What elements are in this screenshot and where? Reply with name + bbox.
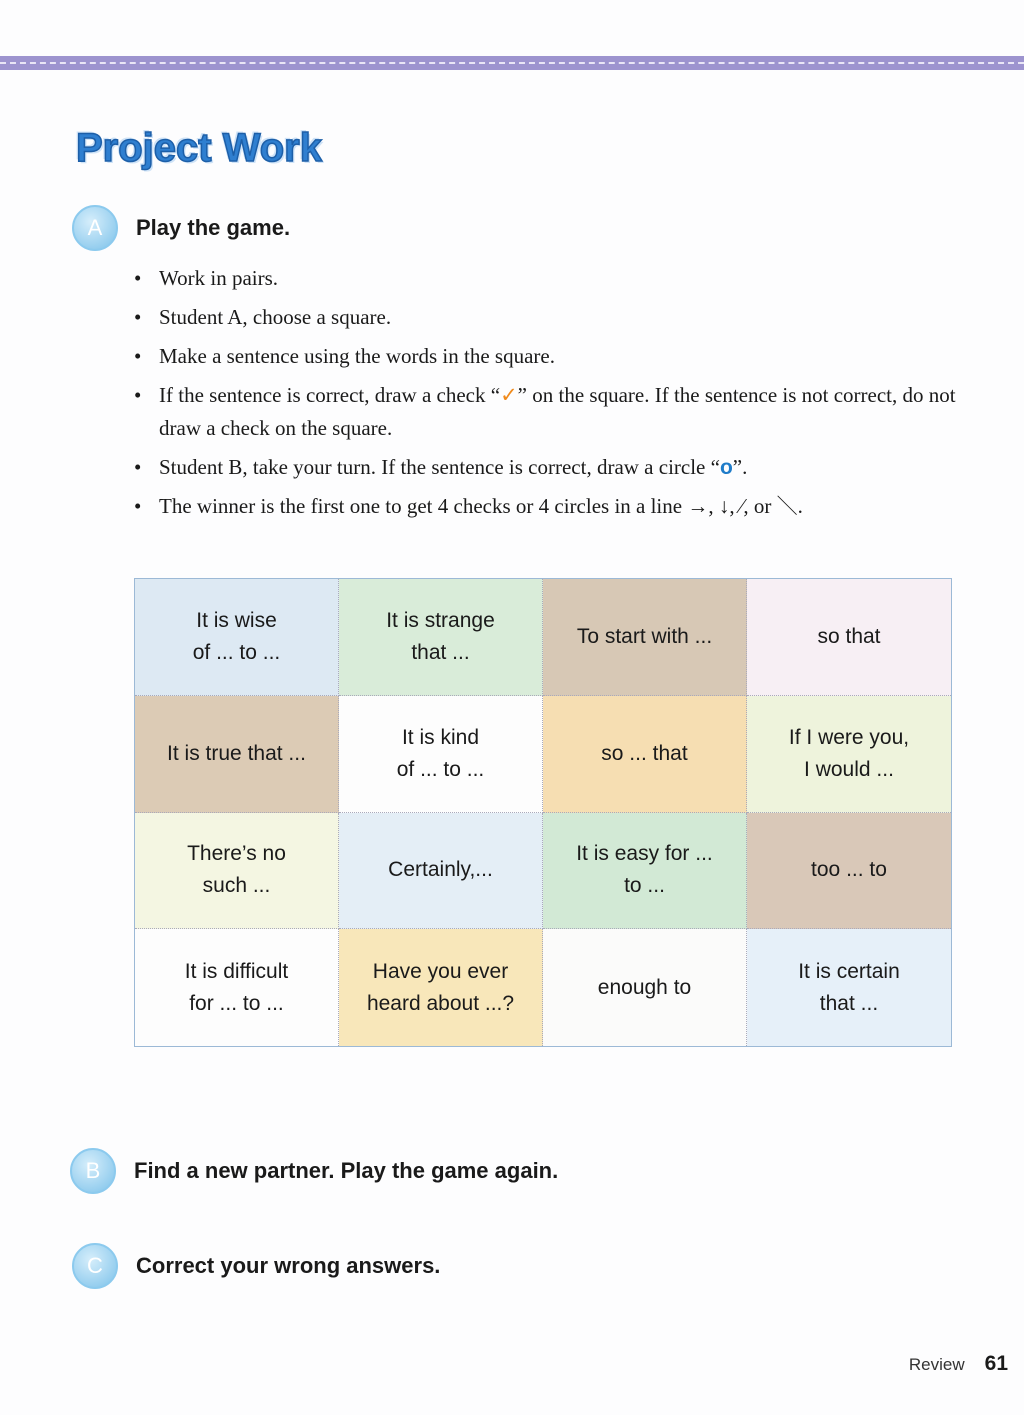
board-square[interactable]: It is wise of ... to ...	[135, 579, 339, 696]
page-number: 61	[984, 1352, 1008, 1375]
rule-item	[134, 451, 964, 484]
footer-label: Review	[908, 1355, 965, 1374]
board-square[interactable]: To start with ...	[543, 579, 747, 696]
section-c-label: Correct your wrong answers.	[136, 1253, 441, 1278]
board-square[interactable]: There’s no such ...	[135, 813, 339, 930]
board-square[interactable]: Have you ever heard about ...?	[339, 929, 543, 1046]
rule-text: If the sentence is correct, draw a check “	[159, 383, 501, 407]
page-title: Project Work	[76, 126, 322, 170]
section-a-label: Play the game.	[136, 215, 291, 240]
rule-text: Student B, take your turn. If the sentence is correct, draw a circle “	[159, 455, 720, 479]
board-square[interactable]: It is true that ...	[135, 696, 339, 813]
decorative-stitched-band	[0, 56, 1024, 70]
rule-item: • Work in pairs.	[134, 262, 964, 295]
board-square[interactable]: so that	[747, 579, 951, 696]
rule-item: • Student A, choose a square.	[134, 301, 964, 334]
section-badge-c: C	[72, 1243, 118, 1289]
board-square[interactable]: It is kind of ... to ...	[339, 696, 543, 813]
board-square[interactable]: It is easy for ... to ...	[543, 813, 747, 930]
board-square[interactable]: It is certain that ...	[747, 929, 951, 1046]
board-square[interactable]: enough to	[543, 929, 747, 1046]
rule-item	[134, 379, 964, 445]
rule-text: ” on the square. If the sentence is not correct, do not draw a check on the square.	[159, 383, 956, 440]
section-a	[72, 205, 290, 251]
board-square[interactable]: too ... to	[747, 813, 951, 930]
section-b-label: Find a new partner. Play the game again.	[134, 1158, 559, 1183]
rules-list	[134, 262, 964, 529]
section-badge-b: B	[70, 1148, 116, 1194]
rule-item: • The winner is the first one to get 4 checks or 4 circles in a line →, ↓, ⁄, or ＼.	[134, 490, 964, 523]
check-mark-icon: ✓	[500, 383, 518, 407]
board-square[interactable]: Certainly,...	[339, 813, 543, 930]
section-b	[70, 1148, 558, 1194]
rule-text: ”.	[732, 455, 748, 479]
board-square[interactable]: It is difficult for ... to ...	[135, 929, 339, 1046]
game-board	[134, 578, 952, 1047]
rule-item: • Make a sentence using the words in the square.	[134, 340, 964, 373]
board-square[interactable]: It is strange that ...	[339, 579, 543, 696]
page-footer	[909, 1352, 1008, 1376]
section-c	[72, 1243, 440, 1289]
circle-icon: o	[719, 456, 733, 479]
section-badge-a: A	[72, 205, 118, 251]
board-square[interactable]: If I were you, I would ...	[747, 696, 951, 813]
board-square[interactable]: so ... that	[543, 696, 747, 813]
